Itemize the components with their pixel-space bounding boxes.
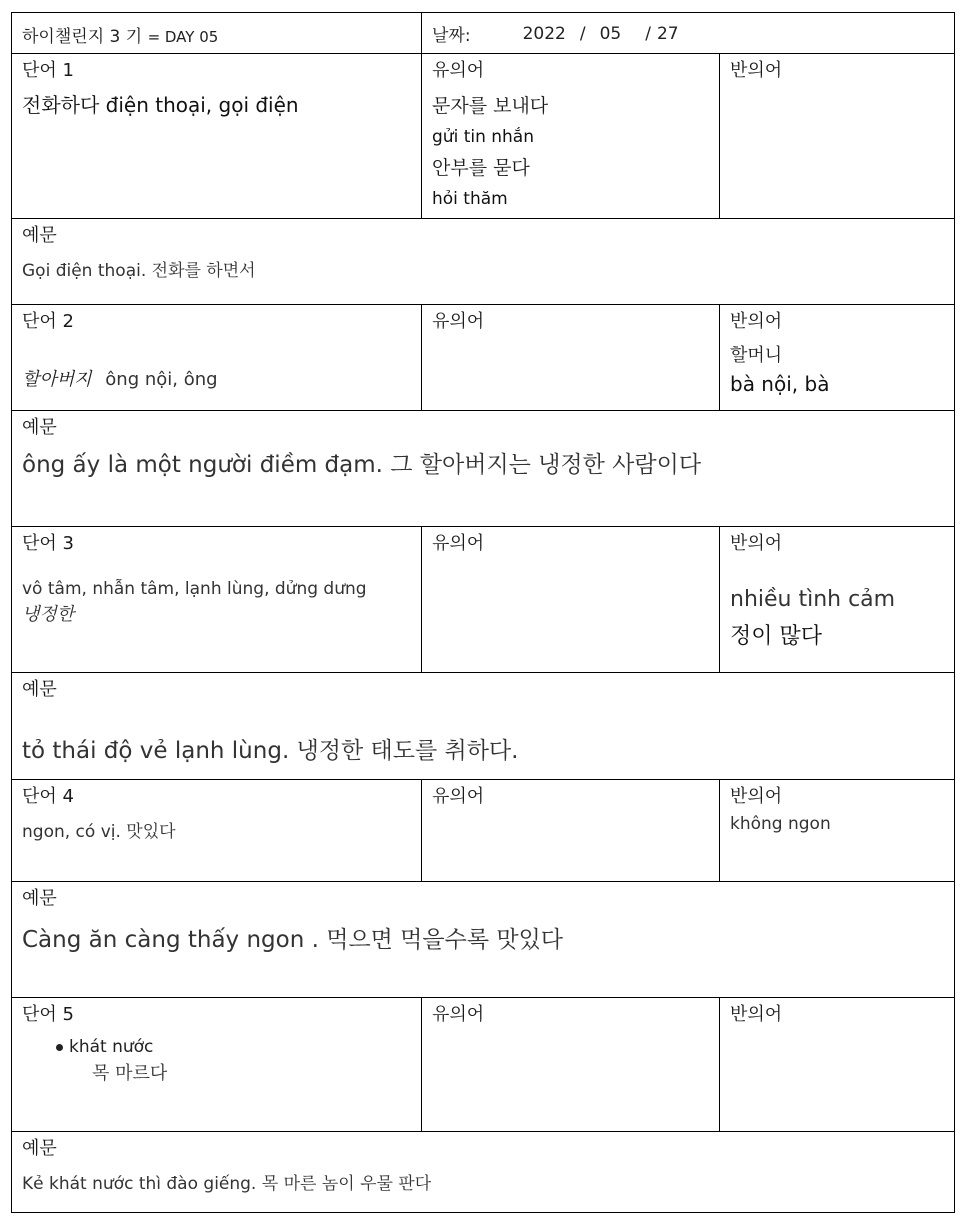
word-cell-4 — [12, 780, 422, 882]
example-row-3 — [12, 673, 955, 780]
date-day: 27 — [656, 23, 679, 44]
word-vi-5: khát nước — [69, 1037, 154, 1057]
word-bullet-5 — [22, 1034, 411, 1060]
word-cell-3 — [12, 527, 422, 673]
antonym-label-1: 반의어 — [730, 60, 783, 81]
example-label-4: 예문 — [22, 888, 57, 909]
synonym-1-b: gửi tin nhắn — [432, 127, 534, 147]
synonym-cell-4 — [422, 780, 720, 882]
word-label-4: 단어 4 — [22, 786, 74, 807]
example-row-4 — [12, 882, 955, 998]
example-cell-5 — [12, 1132, 955, 1213]
word-cell-1 — [12, 54, 422, 219]
word-row-3 — [12, 527, 955, 673]
synonym-cell-1 — [422, 54, 720, 219]
word-ko-3: 냉정한 — [22, 604, 75, 625]
antonym-label-2: 반의어 — [730, 311, 783, 332]
example-cell-3 — [12, 673, 955, 780]
header-date-cell — [422, 13, 955, 54]
antonym-3-b: 정이 많다 — [730, 624, 823, 649]
word-row-2 — [12, 305, 955, 411]
word-row-1 — [12, 54, 955, 219]
synonym-1-c: 안부를 묻다 — [432, 157, 530, 179]
antonym-2-b: bà nội, bà — [730, 372, 830, 396]
word-ko-5: 목 마르다 — [92, 1063, 168, 1084]
antonym-4-a: không ngon — [730, 814, 831, 834]
synonym-1-d: hỏi thăm — [432, 189, 508, 209]
word-text-1: 전화하다 điện thoại, gọi điện — [22, 93, 299, 117]
word-row-4 — [12, 780, 955, 882]
antonym-label-5: 반의어 — [730, 1004, 783, 1025]
vocab-sheet — [11, 12, 954, 1212]
word-cell-5 — [12, 998, 422, 1132]
date-label: 날짜: — [432, 26, 471, 46]
example-text-2: ông ấy là một người điềm đạm. 그 할아버지는 냉정한 사람이다 — [22, 452, 702, 478]
antonym-cell-5 — [720, 998, 955, 1132]
example-text-5: Kẻ khát nước thì đào giếng. 목 마른 놈이 우물 판다 — [22, 1174, 432, 1194]
synonym-cell-3 — [422, 527, 720, 673]
antonym-cell-4 — [720, 780, 955, 882]
word-vi-3: vô tâm, nhẫn tâm, lạnh lùng, dửng dưng — [22, 579, 367, 599]
example-row-2 — [12, 411, 955, 527]
word-label-3: 단어 3 — [22, 533, 74, 554]
date-sep-1: / — [579, 23, 586, 44]
antonym-cell-2 — [720, 305, 955, 411]
word-label-1: 단어 1 — [22, 60, 74, 81]
synonym-label-2: 유의어 — [432, 311, 485, 332]
example-text-1: Gọi điện thoại. 전화를 하면서 — [22, 261, 256, 281]
synonym-label-4: 유의어 — [432, 786, 485, 807]
header-title-cell — [12, 13, 422, 54]
bullet-dot-icon — [56, 1044, 63, 1051]
word-label-5: 단어 5 — [22, 1004, 74, 1025]
synonym-label-5: 유의어 — [432, 1004, 485, 1025]
antonym-cell-1 — [720, 54, 955, 219]
example-text-3: tỏ thái độ vẻ lạnh lùng. 냉정한 태도를 취하다. — [22, 738, 519, 764]
example-label-2: 예문 — [22, 417, 57, 438]
antonym-label-4: 반의어 — [730, 786, 783, 807]
example-cell-1 — [12, 219, 955, 305]
date-year: 2022 — [522, 23, 566, 44]
synonym-cell-2 — [422, 305, 720, 411]
synonym-1-a: 문자를 보내다 — [432, 95, 549, 117]
synonym-label-1: 유의어 — [432, 60, 485, 81]
synonym-label-3: 유의어 — [432, 533, 485, 554]
challenge-title: 하이챌린지 3 기 — [22, 27, 143, 47]
vocab-table — [11, 12, 955, 1213]
antonym-3-a: nhiều tình cảm — [730, 587, 896, 612]
example-cell-2 — [12, 411, 955, 527]
antonym-2-a: 할머니 — [730, 345, 783, 366]
example-label-1: 예문 — [22, 225, 57, 246]
word-vi-2: ông nội, ông — [105, 369, 218, 390]
header-row — [12, 13, 955, 54]
day-label: = DAY 05 — [147, 28, 219, 46]
example-label-5: 예문 — [22, 1138, 57, 1159]
antonym-cell-3 — [720, 527, 955, 673]
antonym-label-3: 반의어 — [730, 533, 783, 554]
word-cell-2 — [12, 305, 422, 411]
example-row-5 — [12, 1132, 955, 1213]
date-sep-2: / — [645, 23, 651, 44]
word-label-2: 단어 2 — [22, 311, 74, 332]
word-row-5 — [12, 998, 955, 1132]
example-row-1 — [12, 219, 955, 305]
example-label-3: 예문 — [22, 679, 57, 700]
word-ko-2: 할아버지 — [22, 369, 92, 390]
example-text-4: Càng ăn càng thấy ngon . 먹으면 먹을수록 맛있다 — [22, 927, 564, 953]
date-month: 05 — [599, 23, 622, 44]
synonym-cell-5 — [422, 998, 720, 1132]
word-text-4: ngon, có vị. 맛있다 — [22, 822, 176, 842]
example-cell-4 — [12, 882, 955, 998]
